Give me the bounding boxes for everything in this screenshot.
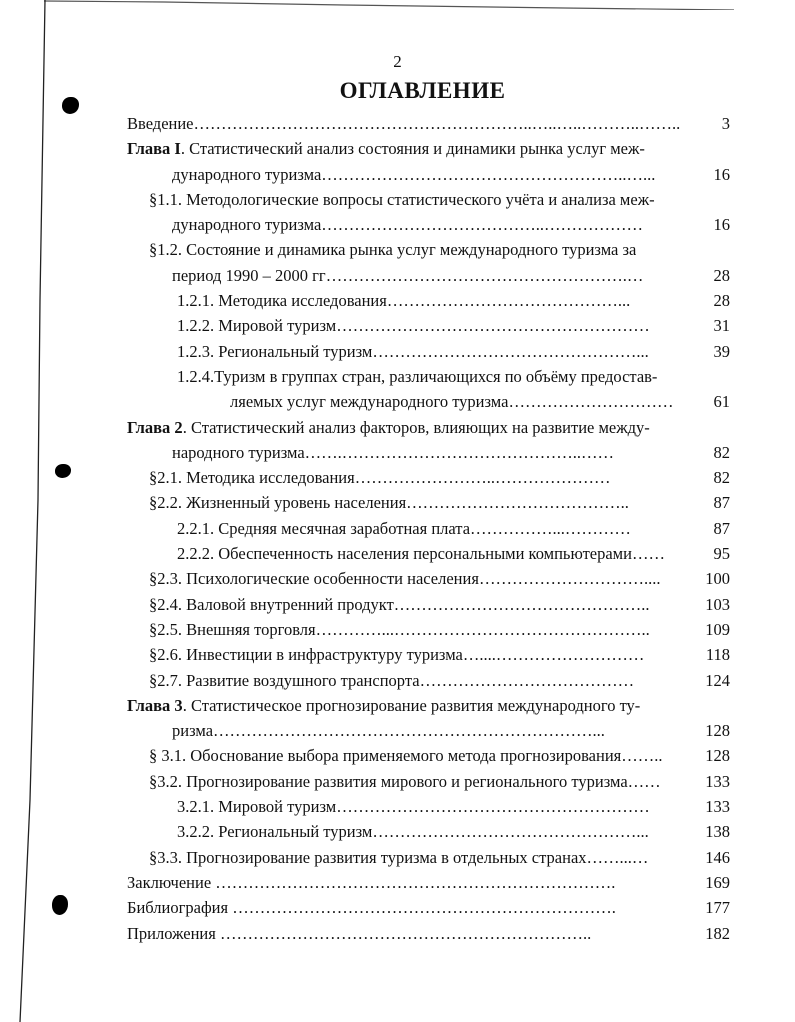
toc-entry-line [127,364,730,389]
dot-leader: ……………………..………………… [354,468,611,488]
toc-entry[interactable] [127,718,730,743]
page-number-ref: 133 [705,797,730,817]
toc-entry-title: 3.2.2. Региональный туризм [177,822,373,842]
toc-entry-title: §1.2. Состояние и динамика рынка услуг международного туризма за [149,240,637,260]
toc-entry[interactable] [127,339,730,364]
toc-entry-title: дународного туризма [172,164,322,184]
page-number-ref: 124 [705,670,730,690]
toc-entry-title: ляемых услуг международного туризма [230,392,509,412]
dot-leader: …………………………………………... [372,822,649,842]
toc-entry-text [177,516,631,541]
dot-leader: ……………………………………... [386,291,631,311]
page-number-ref: 16 [713,215,730,235]
dot-leader: …………...……………………………………….. [315,619,650,639]
toc-entry-text [177,541,665,566]
chapter-label: Глава 2 [127,417,183,437]
toc-entry-title: §2.5. Внешняя торговля [149,619,316,639]
toc-entry-title: §2.7. Развитие воздушного транспорта [149,670,420,690]
toc-entry-text [127,870,615,895]
toc-entry[interactable] [127,668,730,693]
dot-leader: …… [631,544,665,564]
toc-entry-text [177,819,649,844]
page-number-ref: 16 [713,164,730,184]
dot-leader: ………………………………………………… [336,316,650,336]
toc-entry-text [172,263,643,288]
toc-entry-text [127,136,645,161]
punch-hole-bottom [52,895,68,915]
page-number-ref: 82 [713,468,730,488]
chapter-label: Глава 3 [127,695,183,715]
toc-entry-text [127,415,650,440]
page-number-ref: 3 [721,114,730,133]
toc-entry-title: Приложения [127,923,220,943]
toc-entry[interactable] [127,516,730,541]
toc-entry-text [149,845,648,870]
dot-leader: …….. [621,746,663,766]
toc-entry-text [177,313,650,338]
dot-leader: ………………………………….. [406,493,629,513]
page-number-ref: 87 [713,493,730,513]
toc-entry-text [127,111,680,136]
page-number-ref: 109 [705,619,730,639]
toc-entry[interactable] [127,794,730,819]
dot-leader: ……………………………………………….… [325,265,644,285]
toc-entry[interactable] [127,921,730,946]
toc-entry-title: §3.2. Прогнозирование развития мирового и регионального туризма [149,771,628,791]
toc-entry-line [127,136,730,161]
toc-entry[interactable] [127,313,730,338]
toc-entry-text [177,288,630,313]
table-of-contents [127,111,730,946]
toc-entry-text [172,440,614,465]
toc-entry-line [127,415,730,440]
toc-entry-text [172,162,655,187]
toc-entry-text [177,794,650,819]
page-number: 2 [393,52,402,71]
dot-leader: ……………………………………………………………. [232,898,616,918]
page-number-ref: 39 [713,341,730,361]
page-number-ref: 133 [705,771,730,791]
dot-leader: ………………………….... [478,569,661,589]
toc-entry[interactable] [127,162,730,187]
toc-entry-title: §2.2. Жизненный уровень населения [149,493,407,513]
toc-entry-text [177,339,649,364]
dot-leader: ……………………………………………………..…..…..………..…….. [193,114,681,133]
dot-leader: ………………………………… [419,670,635,690]
toc-entry-title: Введение [127,114,194,133]
punch-hole-middle [55,464,71,478]
toc-entry[interactable] [127,389,730,414]
page-number-ref: 82 [713,442,730,462]
toc-entry[interactable] [127,490,730,515]
toc-entry-text [149,490,629,515]
toc-entry-title: 1.2.3. Региональный туризм [177,341,373,361]
toc-entry[interactable] [127,440,730,465]
toc-entry-title: . Статистический анализ состояния и динамики рынка услуг меж- [180,139,645,159]
chapter-label: Глава I [127,139,181,159]
toc-entry-text [149,617,650,642]
toc-entry-text [149,566,660,591]
toc-entry-line [127,237,730,262]
toc-entry-title: Библиография [127,898,233,918]
page-number-ref: 146 [705,847,730,867]
dot-leader: ………………………… [508,392,674,412]
toc-entry[interactable] [127,895,730,920]
toc-entry[interactable] [127,819,730,844]
page-number-ref: 28 [713,291,730,311]
toc-entry[interactable] [127,617,730,642]
toc-entry-title: период 1990 – 2000 гг [172,265,326,285]
toc-entry-text [177,364,657,389]
toc-entry-text [149,592,650,617]
toc-entry-title: §1.1. Методологические вопросы статистического учёта и анализа меж- [149,189,655,209]
page-top-edge [44,0,734,10]
toc-entry[interactable] [127,541,730,566]
toc-entry-title: Заключение [127,872,216,892]
page-number-ref: 128 [705,721,730,741]
toc-entry[interactable] [127,845,730,870]
dot-leader: ………………………………………………………….. [219,923,592,943]
toc-entry[interactable] [127,111,730,136]
toc-entry-line [127,187,730,212]
dot-leader: ………………………………………………..…... [321,164,656,184]
page-number-ref: 118 [705,645,730,665]
toc-entry-title: дународного туризма [172,215,322,235]
page-number-ref: 138 [705,822,730,842]
toc-entry-title: 2.2.2. Обеспеченность населения персональными компьютерами [177,544,632,564]
toc-entry-text [127,921,591,946]
toc-entry[interactable] [127,870,730,895]
toc-entry-text [127,693,640,718]
page-number-ref: 95 [713,544,730,564]
page-number-ref: 31 [713,316,730,336]
dot-leader: …....……………………… [462,645,645,665]
toc-entry-title: народного туризма [172,442,305,462]
page-number-ref: 103 [705,594,730,614]
page-left-edge [0,0,60,1022]
toc-entry-title: §2.1. Методика исследования [149,468,355,488]
page-number-ref: 61 [713,392,730,412]
toc-entry-title: ризма [172,721,214,741]
dot-leader: ………………………………………………… [336,797,650,817]
toc-entry-title: §2.3. Психологические особенности населения [149,569,479,589]
toc-entry[interactable] [127,263,730,288]
dot-leader: …… [627,771,661,791]
toc-entry-text [149,187,655,212]
toc-entry-text [149,642,644,667]
toc-entry-title: §2.6. Инвестиции в инфраструктуру туризма [149,645,463,665]
toc-entry-text [230,389,673,414]
page-number-ref: 169 [705,872,730,892]
toc-entry-text [149,237,636,262]
toc-entry[interactable] [127,212,730,237]
toc-entry-text [149,668,634,693]
page-number-ref: 28 [713,265,730,285]
page-number-ref: 177 [705,898,730,918]
toc-entry[interactable] [127,769,730,794]
page-number-ref: 128 [705,746,730,766]
toc-entry[interactable] [127,642,730,667]
toc-entry[interactable] [127,465,730,490]
toc-entry-title: . Статистическое прогнозирование развития международного ту- [182,695,641,715]
page-number-ref: 87 [713,518,730,538]
toc-entry-title: 2.2.1. Средняя месячная заработная плата [177,518,471,538]
dot-leader: …………………………………………... [372,341,649,361]
toc-entry-title: 1.2.4.Туризм в группах стран, различающихся по объёму предостав- [177,366,658,386]
toc-entry-text [149,743,663,768]
toc-entry-text [149,769,661,794]
toc-entry-line [127,693,730,718]
toc-entry-text [172,718,605,743]
toc-entry-title: 3.2.1. Мировой туризм [177,797,337,817]
dot-leader: ……………………………………………………………... [213,721,605,741]
toc-entry[interactable] [127,566,730,591]
page-number-ref: 182 [705,923,730,943]
toc-entry-title: 1.2.1. Методика исследования [177,291,387,311]
toc-entry[interactable] [127,592,730,617]
toc-entry-text [172,212,643,237]
toc-entry-title: . Статистический анализ факторов, влияющих на развитие между- [182,417,650,437]
dot-leader: …………………………………..……………… [321,215,644,235]
toc-entry-text [149,465,610,490]
dot-leader: ……………...………… [470,518,631,538]
toc-entry[interactable] [127,288,730,313]
toc-entry-title: §2.4. Валовой внутренний продукт [149,594,394,614]
toc-entry-text [127,895,616,920]
toc-entry-title: § 3.1. Обоснование выбора применяемого метода прогнозирования [149,746,622,766]
dot-leader: ……………………………………….. [393,594,650,614]
dot-leader: ………………………………………………………………. [215,872,616,892]
toc-entry[interactable] [127,743,730,768]
toc-entry-title: 1.2.2. Мировой туризм [177,316,337,336]
page-title: ОГЛАВЛЕНИЕ [339,78,506,103]
page-number-ref: 100 [705,569,730,589]
dot-leader: …….……………………………………..…… [304,442,615,462]
toc-entry-title: §3.3. Прогнозирование развития туризма в отдельных странах [149,847,587,867]
dot-leader: ……...… [586,847,649,867]
